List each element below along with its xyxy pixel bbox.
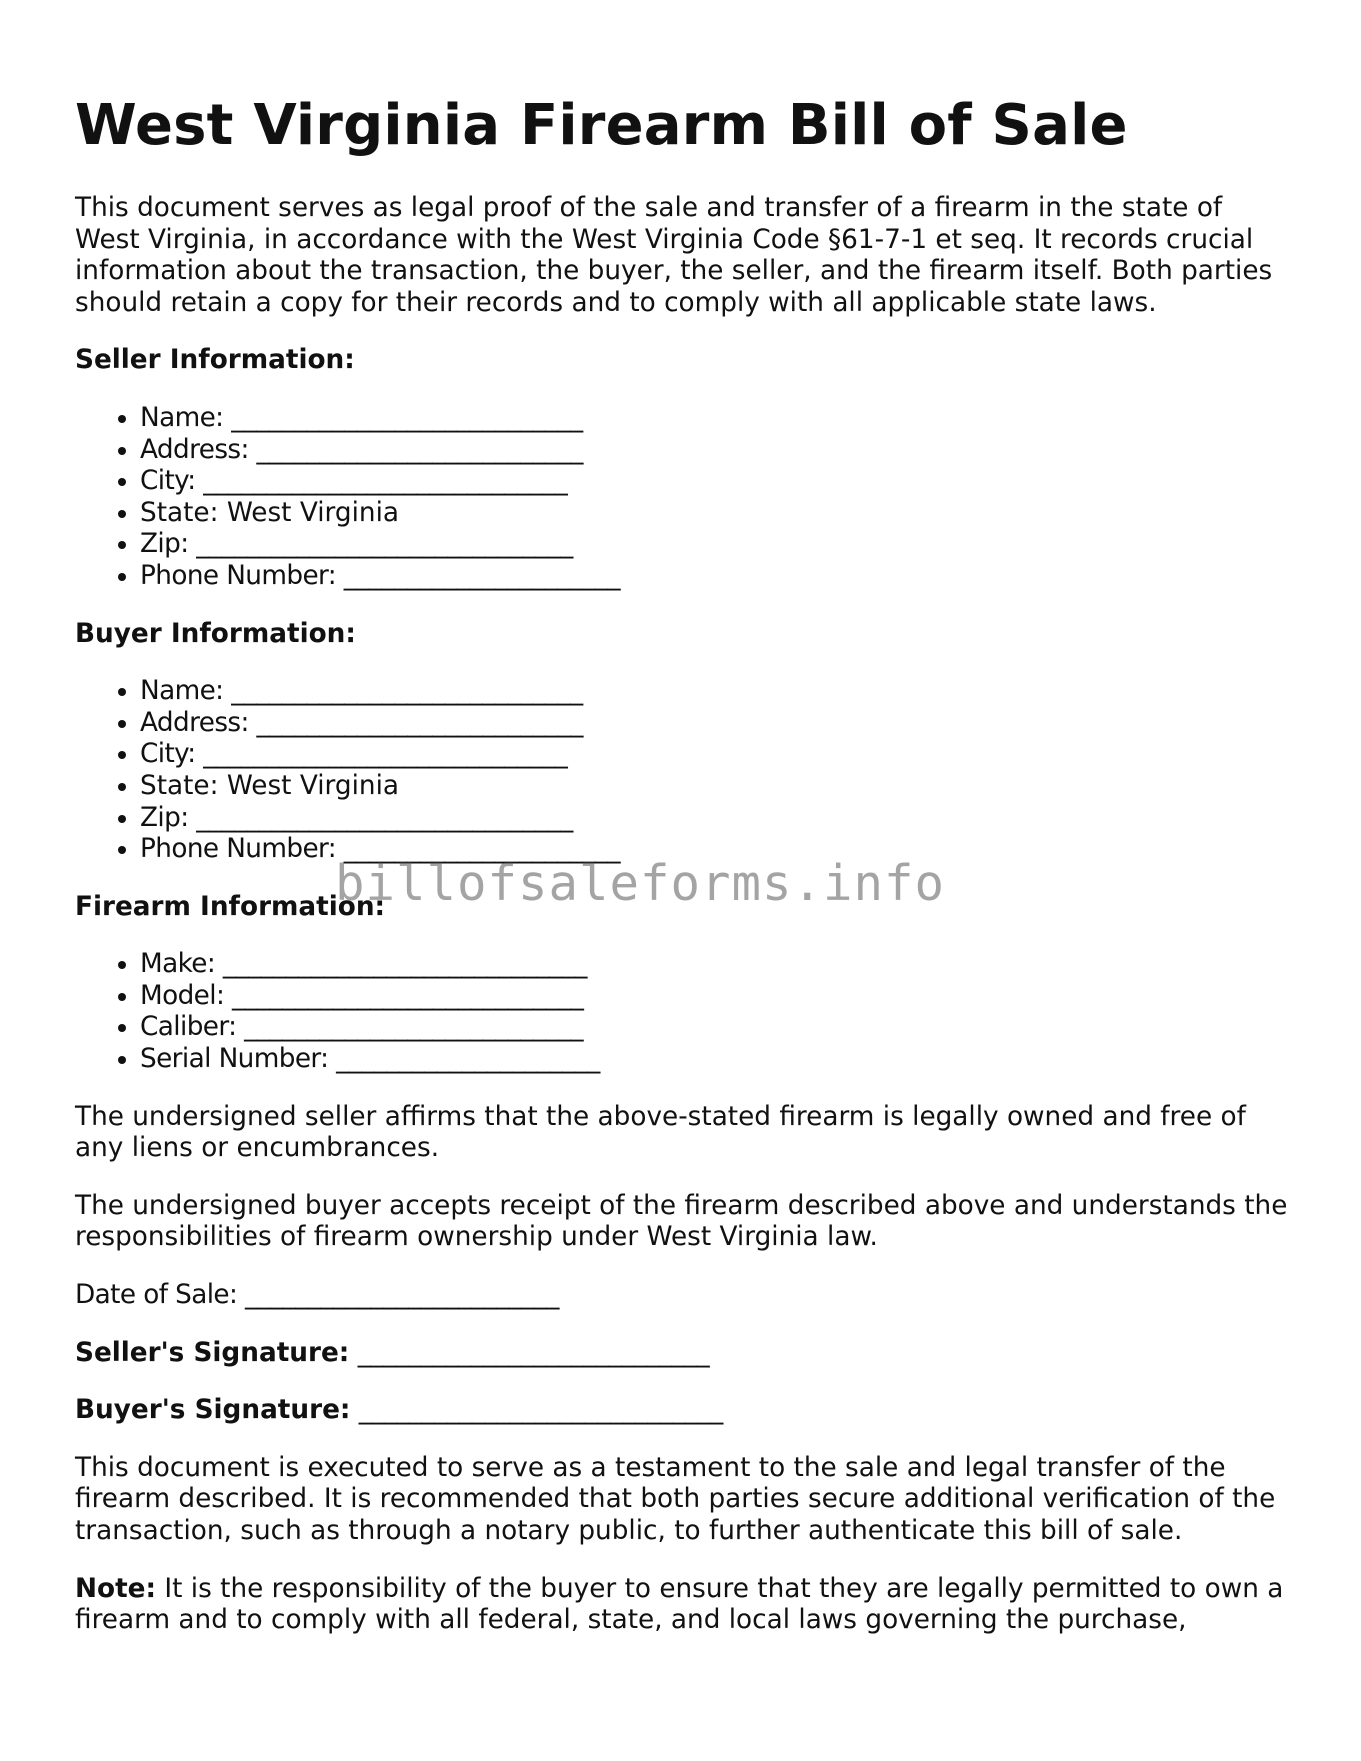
date-of-sale-field: Date of Sale: _________________________: [75, 1280, 559, 1311]
watermark-text: billofsaleforms.info: [335, 855, 946, 912]
buyer-fields-list: [75, 676, 1290, 866]
note-paragraph: [75, 1574, 1290, 1637]
buyer-city-field: • City: _____________________________: [140, 739, 1290, 771]
seller-phone-field: • Phone Number: ______________________: [140, 561, 1290, 593]
intro-paragraph: This document serves as legal proof of the sale and transfer of a firearm in the state of West Virginia, in accordance with the West Virginia Code §61-7-1 et seq. It records crucial information about the transaction, the buyer, the seller, and the firearm itself. Both parties should retain a copy for their records and to comply with all applicable state laws.: [75, 193, 1273, 318]
firearm-fields-list: [75, 949, 1290, 1075]
firearm-serial-field: • Serial Number: _____________________: [140, 1044, 1290, 1076]
firearm-make-field: • Make: _____________________________: [140, 949, 1290, 981]
seller-name-field: • Name: ____________________________: [140, 403, 1290, 435]
seller-affirmation: The undersigned seller affirms that the above-stated firearm is legally owned and free of any liens or encumbrances.: [75, 1101, 1246, 1164]
buyer-name-field: • Name: ____________________________: [140, 676, 1290, 708]
seller-state-field: • State: West Virginia: [140, 498, 1290, 530]
firearm-model-field: • Model: ____________________________: [140, 981, 1290, 1013]
seller-zip-field: • Zip: ______________________________: [140, 529, 1290, 561]
page-title: West Virginia Firearm Bill of Sale: [75, 93, 1128, 158]
buyer-phone-field: • Phone Number: ______________________: [140, 834, 1290, 866]
seller-signature-field: [75, 1338, 1290, 1370]
seller-city-field: • City: _____________________________: [140, 466, 1290, 498]
buyer-heading: Buyer Information:: [75, 618, 356, 649]
buyer-signature-line: _____________________________: [358, 1395, 723, 1426]
seller-heading: Seller Information:: [75, 345, 355, 376]
note-text: It is the responsibility of the buyer to ensure that they are legally permitted to own a firearm and to comply with all federal, state, and local laws governing the purchase,: [75, 1573, 1284, 1636]
buyer-address-field: • Address: __________________________: [140, 708, 1290, 740]
buyer-acceptance: The undersigned buyer accepts receipt of the firearm described above and understands the responsibilities of firearm ownership under West Virginia law.: [75, 1190, 1288, 1253]
buyer-signature-field: [75, 1395, 1290, 1427]
closing-paragraph: This document is executed to serve as a testament to the sale and legal transfer of the firearm described. It is recommended that both parties secure additional verification of the transaction, such as through a notary public, to further authenticate this bill of sale.: [75, 1452, 1276, 1546]
seller-signature-label: Seller's Signature:: [75, 1337, 350, 1368]
firearm-heading: Firearm Information:: [75, 891, 386, 922]
buyer-state-field: • State: West Virginia: [140, 771, 1290, 803]
seller-address-field: • Address: __________________________: [140, 435, 1290, 467]
buyer-signature-label: Buyer's Signature:: [75, 1395, 351, 1426]
note-label: Note:: [75, 1573, 156, 1604]
document-body: [75, 193, 1290, 1663]
buyer-zip-field: • Zip: ______________________________: [140, 803, 1290, 835]
firearm-caliber-field: • Caliber: ___________________________: [140, 1012, 1290, 1044]
seller-signature-line: ____________________________: [357, 1337, 710, 1368]
seller-fields-list: [75, 403, 1290, 593]
